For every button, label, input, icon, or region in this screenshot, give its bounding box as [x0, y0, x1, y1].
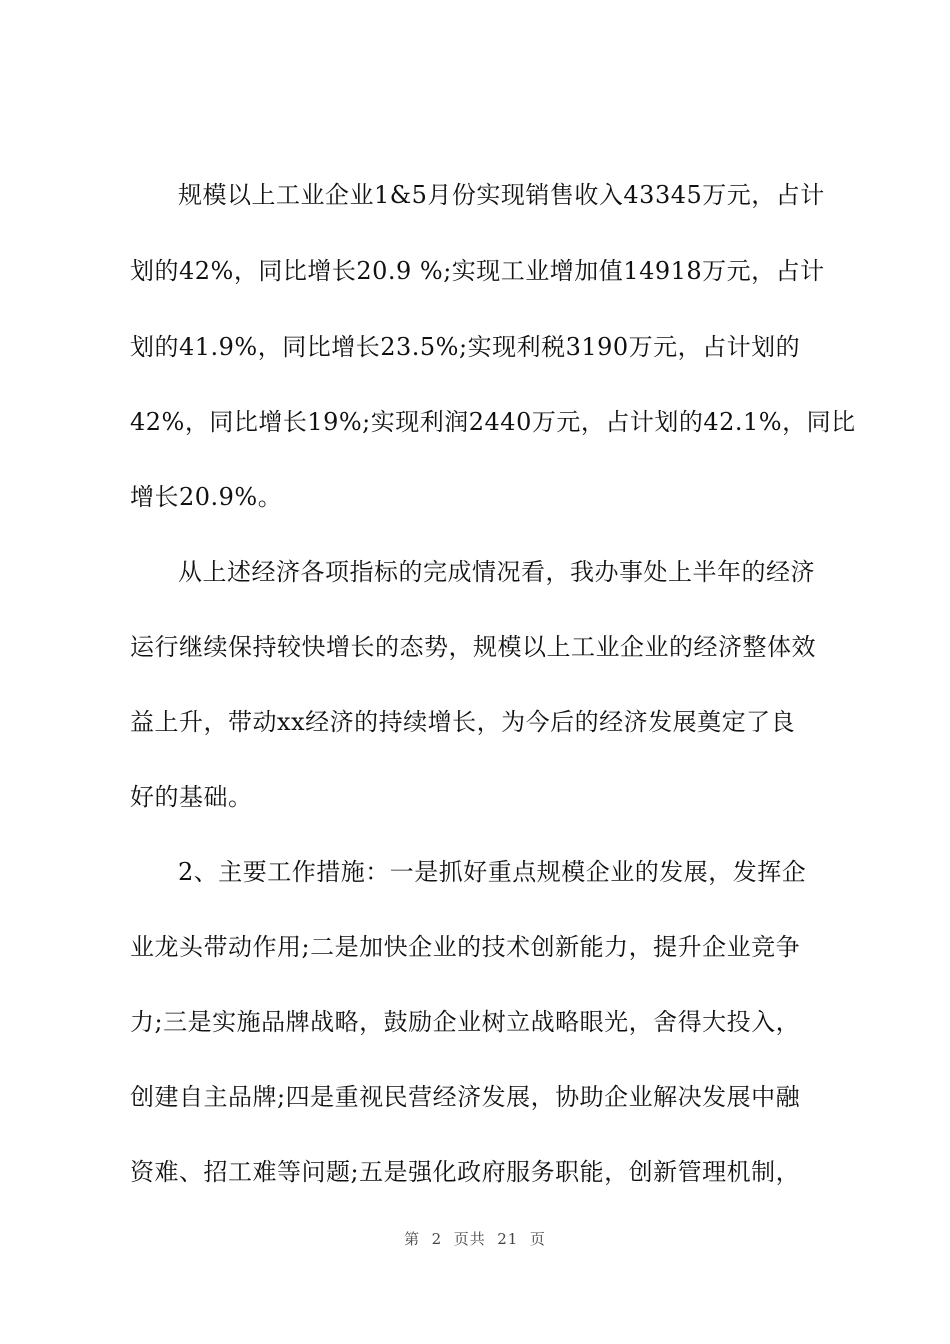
paragraph-2-line-4: 好的基础。	[130, 783, 253, 811]
paragraph-1-line-3: 划的41.9%，同比增长23.5%;实现利税3190万元，占计划的	[130, 333, 801, 361]
paragraph-1-line-2: 划的42%，同比增长20.9 %;实现工业增加值14918万元，占计	[130, 257, 825, 285]
paragraph-3-line-4: 创建自主品牌;四是重视民营经济发展，协助企业解决发展中融	[130, 1083, 801, 1111]
paragraph-3-line-1: 2、主要工作措施：一是抓好重点规模企业的发展，发挥企	[178, 858, 807, 886]
paragraph-3-line-2: 业龙头带动作用;二是加快企业的技术创新能力，提升企业竞争	[130, 933, 801, 961]
paragraph-3-line-5: 资难、招工难等问题;五是强化政府服务职能，创新管理机制，	[130, 1158, 801, 1186]
paragraph-2-line-2: 运行继续保持较快增长的态势，规模以上工业企业的经济整体效	[130, 633, 816, 661]
paragraph-1-line-4: 42%，同比增长19%;实现利润2440万元，占计划的42.1%，同比	[130, 408, 856, 436]
paragraph-1-line-5: 增长20.9%。	[130, 483, 283, 511]
paragraph-2-line-1: 从上述经济各项指标的完成情况看，我办事处上半年的经济	[178, 558, 815, 586]
page-number-footer: 第 2 页共 21 页	[404, 1230, 546, 1248]
paragraph-1-line-1: 规模以上工业企业1&5月份实现销售收入43345万元，占计	[178, 181, 825, 209]
paragraph-2-line-3: 益上升，带动xx经济的持续增长，为今后的经济发展奠定了良	[130, 708, 796, 736]
paragraph-3-line-3: 力;三是实施品牌战略，鼓励企业树立战略眼光，舍得大投入，	[130, 1008, 801, 1036]
